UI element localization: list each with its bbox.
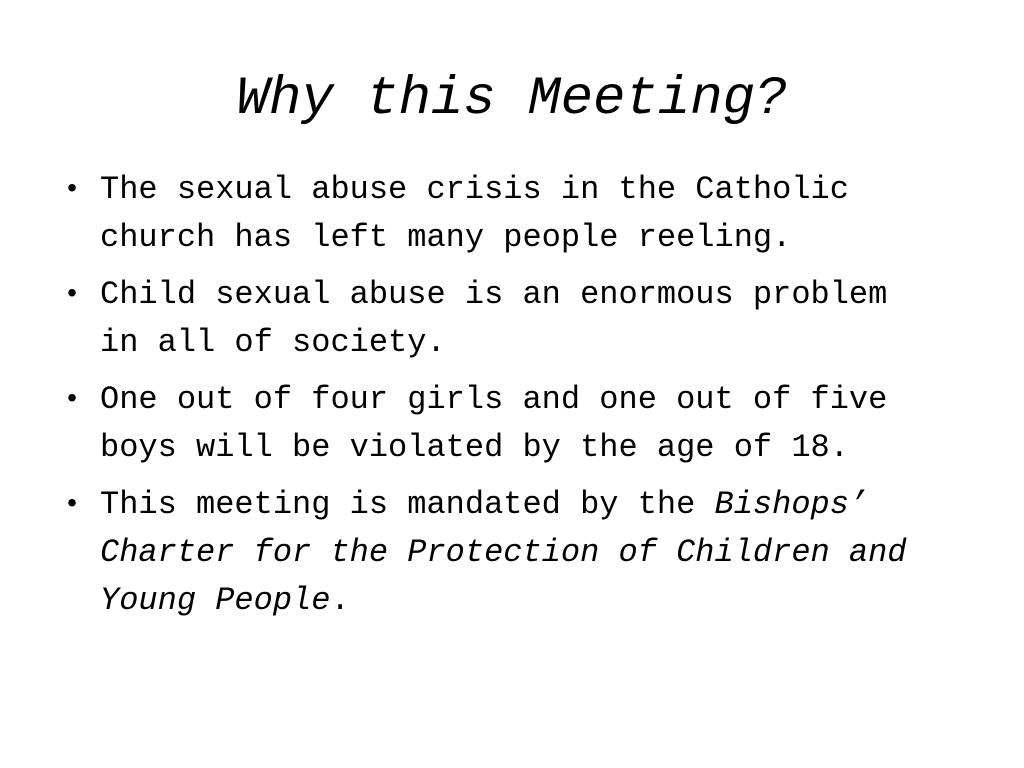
- bullet-item-1: [62, 166, 962, 262]
- bullet-1-line-1: The sexual abuse crisis in the Catholic: [100, 171, 849, 208]
- bullet-dot-icon: •: [67, 277, 77, 308]
- bullet-4-line-3-italic: Young People: [100, 582, 331, 619]
- bullet-4-line-3-suffix: .: [330, 582, 350, 619]
- bullet-1-line-2: church has left many people reeling.: [100, 219, 792, 256]
- bullet-item-3: [62, 376, 962, 472]
- bullet-2-line-1: Child sexual abuse is an enormous problem: [100, 276, 888, 313]
- bullet-item-2: [62, 271, 962, 367]
- bullet-3-line-1: One out of four girls and one out of five: [100, 381, 888, 418]
- bullet-dot-icon: •: [67, 382, 77, 413]
- bullet-dot-icon: •: [67, 487, 77, 518]
- bullet-4-line-1-text: This meeting is mandated by the: [100, 486, 715, 523]
- bullet-4-line-3: [100, 577, 962, 625]
- bullet-dot-icon: •: [67, 172, 77, 203]
- bullet-4-line-1-italic: Bishops’: [714, 486, 869, 523]
- bullet-3-line-2: boys will be violated by the age of 18.: [100, 429, 849, 466]
- slide-title: Why this Meeting?: [236, 69, 788, 130]
- bullet-list: [62, 166, 962, 634]
- bullet-item-4: [62, 481, 962, 625]
- bullet-4-line-2: Charter for the Protection of Children and: [100, 534, 907, 571]
- bullet-4-line-1: [100, 481, 962, 529]
- bullet-2-line-2: in all of society.: [100, 324, 446, 361]
